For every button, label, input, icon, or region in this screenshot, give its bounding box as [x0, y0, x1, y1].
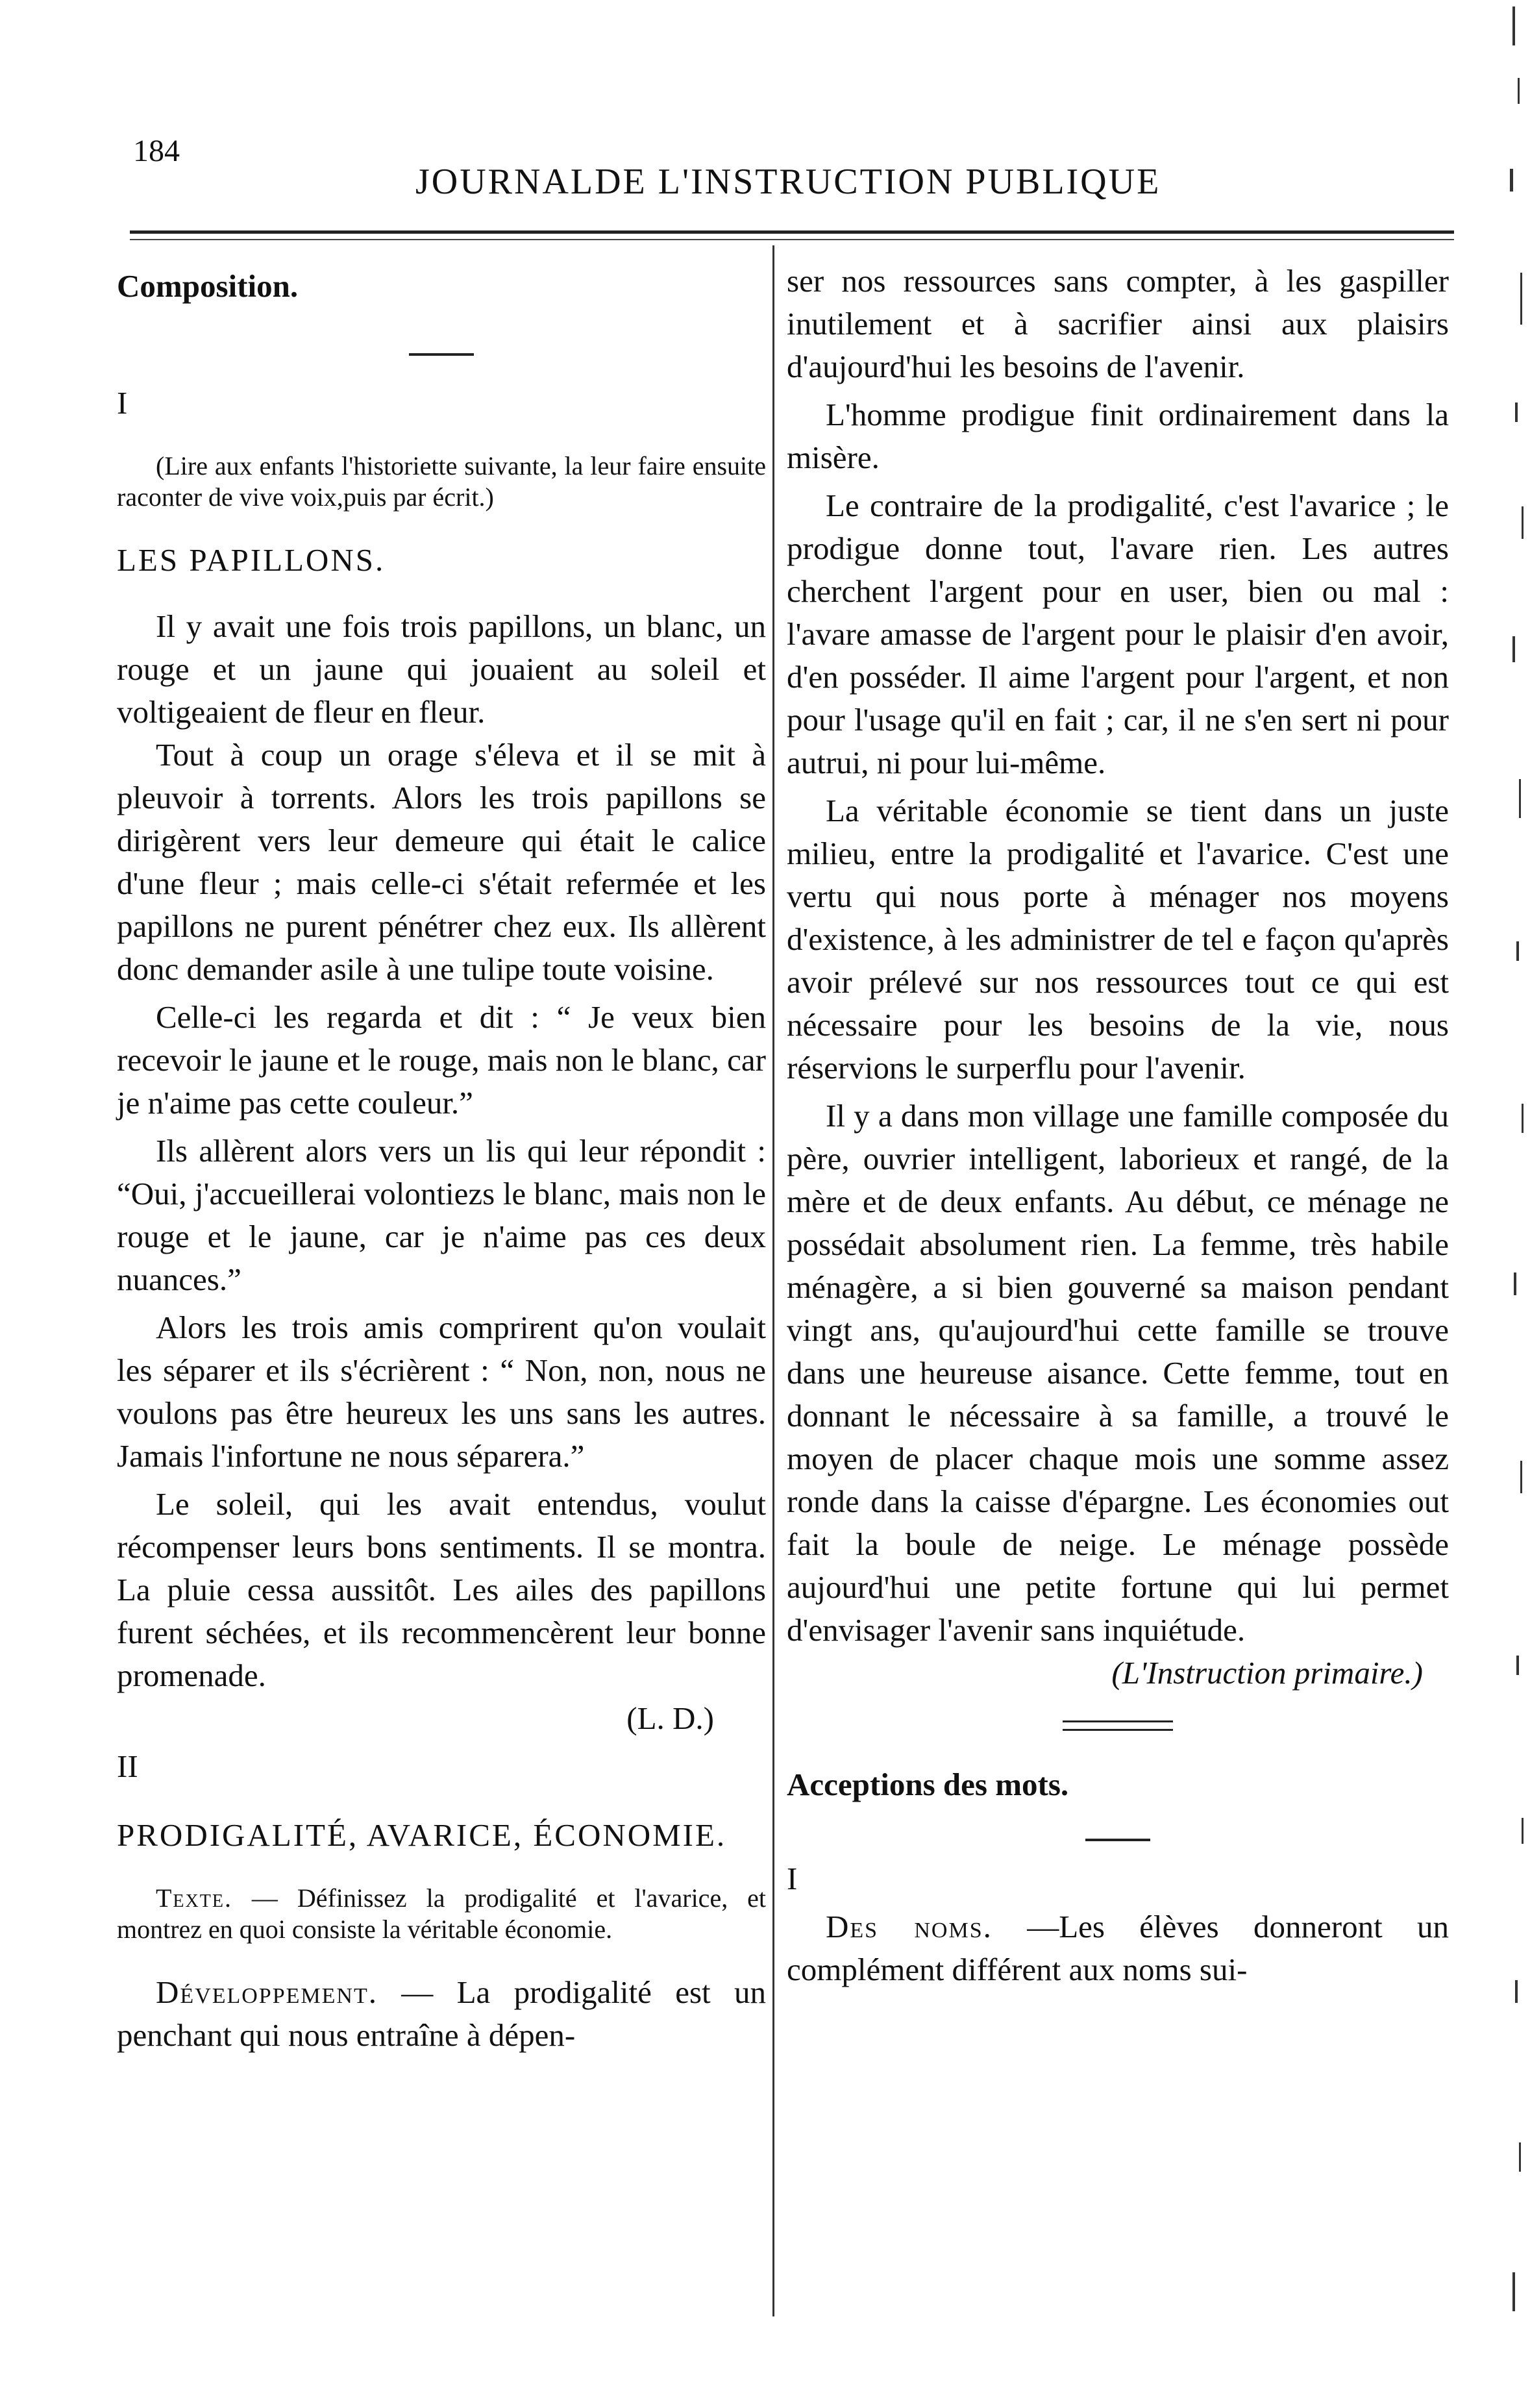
essay-paragraph: L'homme prodigue finit ordinairement dans la misère. [787, 397, 1449, 475]
developpement-body: — La prodigalité est un penchant qui nous entraîne à dépen- [117, 1974, 766, 2053]
acceptions-heading: Acceptions des mots. [787, 1767, 1069, 1802]
part-two-title: PRODIGALITÉ, AVARICE, ÉCONOMIE. [117, 1817, 727, 1853]
source-citation: (L'Instruction primaire.) [1111, 1655, 1423, 1691]
running-title: JOURNALDE L'INSTRUCTION PUBLIQUE [415, 162, 1161, 202]
texte-prompt [117, 1883, 766, 1945]
instruction-note: (Lire aux enfants l'historiette suivante, la leur faire ensuite raconter de vive voix,puis par écrit.) [117, 451, 766, 512]
texte-label: Texte. [156, 1883, 232, 1913]
essay-paragraph: ser nos ressources sans compter, à les gaspiller inutilement et à sacrifier ainsi aux plaisirs d'aujourd'hui les besoins de l'avenir. [787, 263, 1449, 384]
part-two-number: II [117, 1748, 138, 1784]
noms-label: Des noms. [826, 1909, 993, 1944]
composition-heading: Composition. [117, 268, 299, 304]
left-column [117, 260, 766, 2057]
page-number: 184 [133, 134, 180, 168]
scan-edge-noise [1493, 0, 1530, 2408]
story-paragraph: Il y avait une fois trois papillons, un blanc, un rouge et un jaune qui jouaient au soleil et voltigeaient de fleur en fleur. [117, 608, 766, 730]
column-divider [772, 245, 774, 2316]
story-paragraph: Ils allèrent alors vers un lis qui leur répondit : “Oui, j'accueillerai volontiezs le blanc, mais non le rouge et le jaune, car je n'aime pas ces deux nuances.” [117, 1133, 766, 1297]
noms-paragraph [787, 1905, 1449, 1991]
essay-paragraph: La véritable économie se tient dans un juste milieu, entre la prodigalité et l'avarice. C'est une vertu qui nous porte à ménager nos moyens d'existence, à les administrer de tel e façon qu'après avoir prélevé sur nos ressources tout ce qui est nécessaire pour les besoins de la vie, nous réservions le surperflu pour l'avenir. [787, 793, 1449, 1086]
story-paragraph: Le soleil, qui les avait entendus, voulut récompenser leurs bons sentiments. Il se montra. La pluie cessa aussitôt. Les ailes des papillons furent séchées, et ils recommencèrent leur bonne promenade. [117, 1486, 766, 1693]
essay-paragraph: Le contraire de la prodigalité, c'est l'avarice ; le prodigue donne tout, l'avare rien. Les autres cherchent l'argent pour en user, bien ou mal : l'avare amasse de l'argent pour le plaisir d'en avoir, d'en posséder. Il aime l'argent pour l'argent, et non pour l'usage qu'il en fait ; car, il ne s'en sert ni pour autrui, ni pour lui-même. [787, 488, 1449, 780]
story-title: LES PAPILLONS. [117, 542, 386, 578]
story-paragraph: Tout à coup un orage s'éleva et il se mit à pleuvoir à torrents. Alors les trois papillons se dirigèrent vers leur demeure qui était le calice d'une fleur ; mais celle-ci s'était refermée et les papillons ne purent pénétrer chez eux. Ils allèrent donc demander asile à une tulipe toute voisine. [117, 737, 766, 987]
heading-short-rule [409, 353, 474, 356]
section-double-rule [1063, 1720, 1173, 1731]
story-signature: (L. D.) [626, 1700, 714, 1736]
essay-paragraph: Il y a dans mon village une famille composée du père, ouvrier intelligent, laborieux et rangé, de la mère et de deux enfants. Au début, ce ménage ne possédait absolument rien. La femme, très habile ménagère, a si bien gouverné sa maison pendant vingt ans, qu'aujourd'hui cette famille se trouve dans une heureuse aisance. Cette femme, tout en donnant le nécessaire à sa famille, a trouvé le moyen de placer chaque mois une somme assez ronde dans la caisse d'épargne. Les économies out fait la boule de neige. Le ménage possède aujourd'hui une petite fortune qui lui permet d'envisager l'avenir sans inquiétude. [787, 1098, 1449, 1648]
header-rule-thin [130, 239, 1454, 240]
story-paragraph: Celle-ci les regarda et dit : “ Je veux bien recevoir le jaune et le rouge, mais non le blanc, car je n'aime pas cette couleur.” [117, 999, 766, 1121]
developpement-label: Développement. [156, 1974, 378, 2010]
heading-short-rule [1085, 1839, 1150, 1841]
right-column [787, 260, 1449, 1991]
developpement-paragraph [117, 1971, 766, 2057]
story-paragraph: Alors les trois amis comprirent qu'on voulait les séparer et ils s'écrièrent : “ Non, non, nous ne voulons pas être heureux les uns sans les autres. Jamais l'infortune ne nous séparera.” [117, 1310, 766, 1474]
header-rule-thick [130, 230, 1454, 234]
noms-body: —Les élèves donneront un complément différent aux noms sui- [787, 1909, 1450, 1987]
texte-body: — Définissez la prodigalité et l'avarice, et montrez en quoi consiste la véritable économie. [117, 1883, 766, 1944]
acceptions-part-number: I [787, 1861, 798, 1896]
part-one-number: I [117, 385, 128, 421]
